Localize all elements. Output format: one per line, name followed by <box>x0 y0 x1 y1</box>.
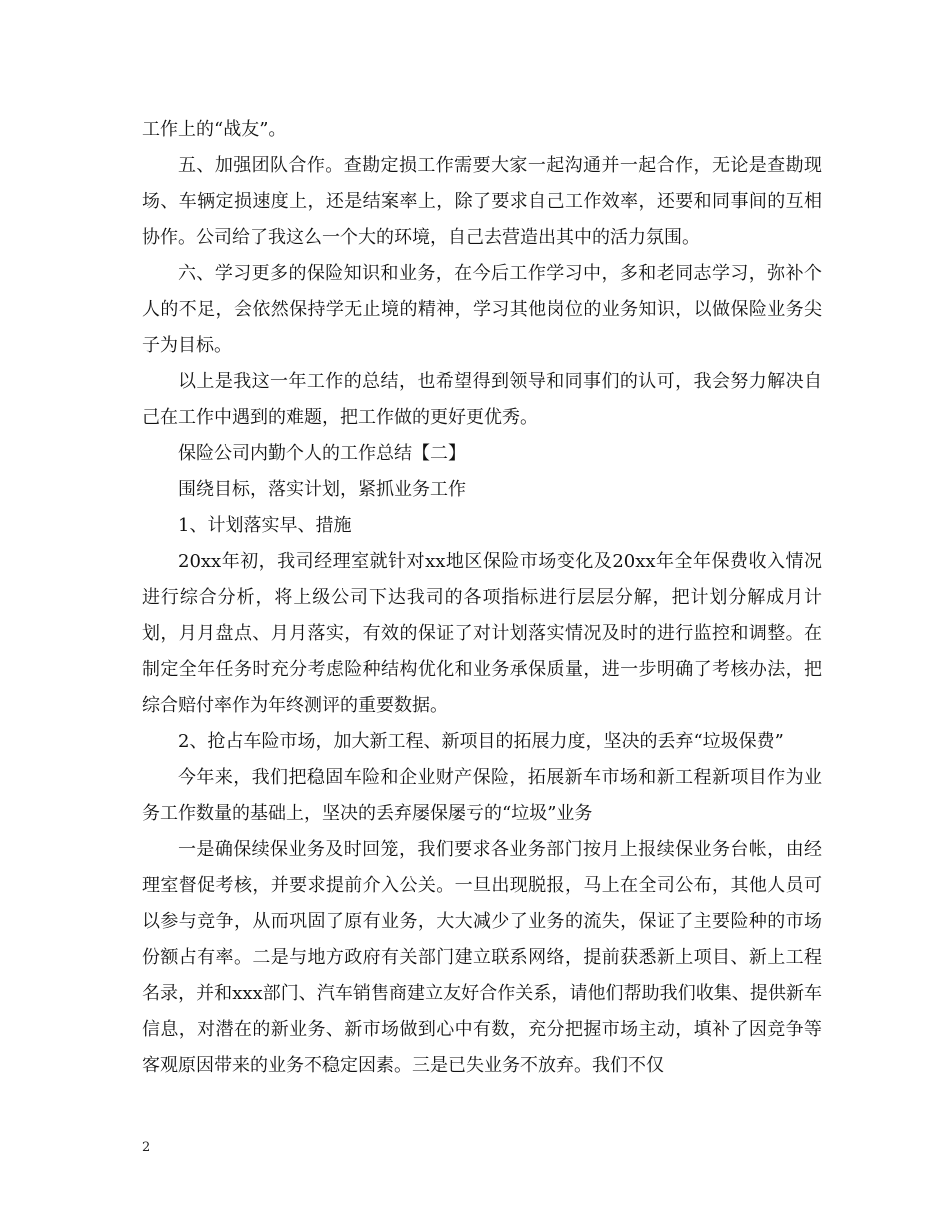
paragraph: 以上是我这一年工作的总结，也希望得到领导和同事们的认可，我会努力解决自己在工作中遇到的难题，把工作做的更好更优秀。 <box>142 371 822 428</box>
subheading: 1、计划落实早、措施 <box>178 515 352 536</box>
subheading: 围绕目标，落实计划，紧抓业务工作 <box>178 479 466 500</box>
paragraph: 六、学习更多的保险知识和业务，在今后工作学习中，多和老同志学习，弥补个人的不足，会依然保持学无止境的精神，学习其他岗位的业务知识，以做保险业务尖子为目标。 <box>142 263 822 356</box>
paragraph: 工作上的“战友”。 <box>142 119 287 140</box>
paragraph: 一是确保续保业务及时回笼，我们要求各业务部门按月上报续保业务台帐，由经理室督促考核，并要求提前介入公关。一旦出现脱报，马上在全司公布，其他人员可以参与竞争，从而巩固了原有业务，大大减少了业务的流失，保证了主要险种的市场份额占有率。二是与地方政府有关部门建立联系网络，提前获悉新上项目、新上工程名录，并和xxx部门、汽车销售商建立友好合作关系，请他们帮助我们收集、提供新车信息，对潜在的新业务、新市场做到心中有数，充分把握市场主动，填补了因竞争等客观原因带来的业务不稳定因素。三是已失业务不放弃。我们不仅 <box>142 839 822 1076</box>
section-heading: 保险公司内勤个人的工作总结【二】 <box>178 443 466 464</box>
paragraph: 五、加强团队合作。查勘定损工作需要大家一起沟通并一起合作，无论是查勘现场、车辆定损速度上，还是结案率上，除了要求自己工作效率，还要和同事间的互相协作。公司给了我这么一个大的环境，自己去营造出其中的活力氛围。 <box>142 155 822 248</box>
page-number: 2 <box>142 1140 151 1155</box>
document-body <box>142 112 822 1084</box>
paragraph: 20xx年初，我司经理室就针对xx地区保险市场变化及20xx年全年保费收入情况进行综合分析，将上级公司下达我司的各项指标进行层层分解，把计划分解成月计划，月月盘点、月月落实，有效的保证了对计划落实情况及时的进行监控和调整。在制定全年任务时充分考虑险种结构优化和业务承保质量，进一步明确了考核办法，把综合赔付率作为年终测评的重要数据。 <box>142 551 822 716</box>
paragraph: 今年来，我们把稳固车险和企业财产保险，拓展新车市场和新工程新项目作为业务工作数量的基础上，坚决的丢弃屡保屡亏的“垃圾”业务 <box>142 767 822 824</box>
subheading: 2、抢占车险市场，加大新工程、新项目的拓展力度，坚决的丢弃“垃圾保费” <box>178 731 784 752</box>
